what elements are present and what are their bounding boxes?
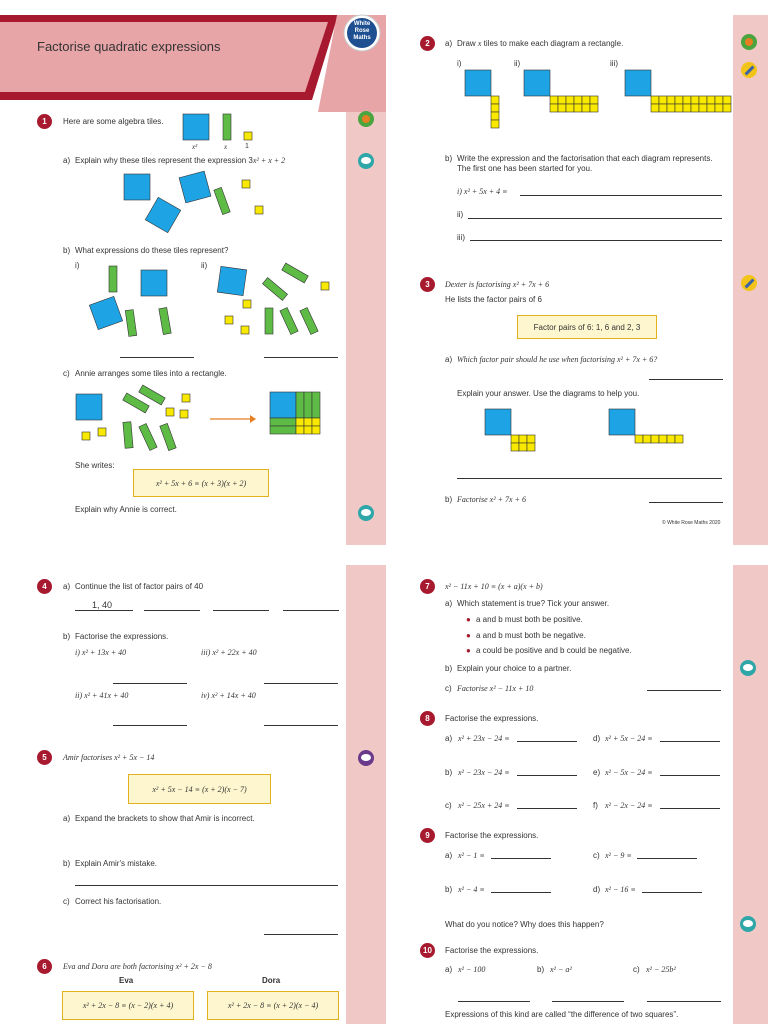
answer-line[interactable] <box>517 808 577 809</box>
answer-line[interactable] <box>517 741 577 742</box>
q9-intro: Factorise the expressions. <box>445 831 539 840</box>
part-label: e) <box>593 768 601 777</box>
q8-intro: Factorise the expressions. <box>445 714 539 723</box>
q9-expr: x² − 4 ≡ <box>458 885 485 894</box>
answer-line[interactable] <box>660 808 720 809</box>
answer-line[interactable] <box>491 892 551 893</box>
part-label: a) <box>445 355 453 364</box>
part-label: c) <box>445 684 452 693</box>
q2b-iii: iii) <box>457 233 465 242</box>
bullet-icon: ● <box>466 631 471 640</box>
answer-line[interactable] <box>660 775 720 776</box>
part-label: a) <box>445 734 453 743</box>
bug-icon <box>741 34 757 50</box>
q4a-text: Continue the list of factor pairs of 40 <box>75 582 204 591</box>
amir-statement-box: x² + 5x − 14 ≡ (x + 2)(x − 7) <box>128 774 271 804</box>
part-label: b) <box>63 859 71 868</box>
q8-expr: x² + 23x − 24 ≡ <box>458 734 510 743</box>
answer-line[interactable] <box>75 885 338 886</box>
q3-diagrams <box>480 405 730 465</box>
q4b-iii: iii) x² + 22x + 40 <box>201 648 257 657</box>
q1a-text <box>75 156 285 166</box>
eva-statement-box: x² + 2x − 8 ≡ (x − 2)(x + 4) <box>62 991 194 1020</box>
answer-line[interactable] <box>75 610 133 611</box>
q2a-text-post: tiles to make each diagram a rectangle. <box>481 39 624 48</box>
part-label: c) <box>63 897 70 906</box>
q1c-writes: She writes: <box>75 461 115 470</box>
q1c-tiles <box>70 382 330 457</box>
answer-line[interactable] <box>264 934 338 935</box>
part-label: b) <box>445 664 453 673</box>
part-label: c) <box>63 369 70 378</box>
part-label: a) <box>445 39 453 48</box>
answer-line[interactable] <box>642 892 702 893</box>
question-number: 7 <box>420 579 435 594</box>
q10-footer: Expressions of this kind are called “the difference of two squares”. <box>445 1010 679 1019</box>
question-number: 3 <box>420 277 435 292</box>
q10-intro: Factorise the expressions. <box>445 946 539 955</box>
answer-line[interactable] <box>457 478 722 479</box>
answer-line[interactable] <box>470 240 722 241</box>
q2a-var: x <box>477 39 482 48</box>
side-panel <box>733 565 768 1024</box>
q7-intro: x² − 11x + 10 ≡ (x + a)(x + b) <box>445 582 543 591</box>
question-number: 2 <box>420 36 435 51</box>
part-label: i) <box>457 59 462 68</box>
tile-label-x2: x² <box>192 143 198 151</box>
q5b-text: Explain Amir's mistake. <box>75 859 157 868</box>
q1a-expr: x² + x + 2 <box>252 156 286 165</box>
eva-label: Eva <box>119 976 134 985</box>
question-number: 8 <box>420 711 435 726</box>
q3-intro2: He lists the factor pairs of 6 <box>445 295 542 304</box>
answer-line[interactable] <box>491 858 551 859</box>
part-label: a) <box>63 156 71 165</box>
q2a-diagrams <box>460 66 768 136</box>
q1b-tiles-i <box>85 261 208 347</box>
q3a-text: Which factor pair should he use when factorising x² + 7x + 6? <box>457 355 658 364</box>
q7a-text: Which statement is true? Tick your answer. <box>457 599 610 608</box>
answer-line[interactable] <box>517 775 577 776</box>
q6-intro: Eva and Dora are both factorising x² + 2x − 8 <box>63 962 212 971</box>
q9-expr: x² − 9 ≡ <box>605 851 632 860</box>
answer-line[interactable] <box>647 690 721 691</box>
logo-line-3: Maths <box>353 35 371 41</box>
q10-expr: x² − 100 <box>458 965 486 974</box>
answer-line[interactable] <box>468 218 722 219</box>
q3b-text: Factorise x² + 7x + 6 <box>457 495 526 504</box>
answer-line[interactable] <box>283 610 339 611</box>
part-label: a) <box>445 965 453 974</box>
part-label: a) <box>445 851 453 860</box>
q5-intro: Amir factorises x² + 5x − 14 <box>63 753 155 762</box>
q9-expr: x² − 16 ≡ <box>605 885 636 894</box>
part-label: b) <box>445 885 453 894</box>
bullet-icon: ● <box>466 646 471 655</box>
part-label: b) <box>445 495 453 504</box>
answer-line[interactable] <box>647 1001 721 1002</box>
part-label: d) <box>593 885 601 894</box>
answer-line[interactable] <box>113 725 187 726</box>
answer-line[interactable] <box>264 357 338 358</box>
q5c-text: Correct his factorisation. <box>75 897 162 906</box>
part-label: c) <box>633 965 640 974</box>
answer-line[interactable] <box>520 195 722 196</box>
answer-line[interactable] <box>649 502 723 503</box>
option[interactable]: a and b must both be negative. <box>476 631 586 640</box>
answer-line[interactable] <box>264 683 338 684</box>
dora-statement-box: x² + 2x − 8 ≡ (x + 2)(x − 4) <box>207 991 339 1020</box>
answer-line[interactable] <box>144 610 200 611</box>
q9-expr: x² − 1 ≡ <box>458 851 485 860</box>
part-label: b) <box>445 768 453 777</box>
question-number: 5 <box>37 750 52 765</box>
part-label: a) <box>63 582 71 591</box>
q7b-text: Explain your choice to a partner. <box>457 664 572 673</box>
q1a-text-pre: Explain why these tiles represent the expression 3 <box>75 156 253 165</box>
answer-line[interactable] <box>113 683 187 684</box>
page-title: Factorise quadratic expressions <box>37 39 221 54</box>
speech-bubble-icon <box>358 750 374 766</box>
q4b-ii: ii) x² + 41x + 40 <box>75 691 129 700</box>
q4b-text: Factorise the expressions. <box>75 632 169 641</box>
option[interactable]: a and b must both be positive. <box>476 615 583 624</box>
part-label: c) <box>593 851 600 860</box>
answer-line[interactable] <box>458 1001 530 1002</box>
q2b-i: i) x² + 5x + 4 ≡ <box>457 187 508 196</box>
part-label: b) <box>63 246 71 255</box>
answer-line[interactable] <box>552 1001 624 1002</box>
q9-notice: What do you notice? Why does this happen? <box>445 920 604 929</box>
logo-line-2: Rose <box>354 28 370 34</box>
q10-expr: x² − 25b² <box>646 965 676 974</box>
q7c-text: Factorise x² − 11x + 10 <box>457 684 534 693</box>
q8-expr: x² − 2x − 24 ≡ <box>605 801 653 810</box>
part-label: f) <box>593 801 598 810</box>
q1c-explain: Explain why Annie is correct. <box>75 505 177 514</box>
q3-intro: Dexter is factorising x² + 7x + 6 <box>445 280 550 289</box>
q5a-text: Expand the brackets to show that Amir is incorrect. <box>75 814 255 823</box>
part-label: d) <box>593 734 601 743</box>
dora-label: Dora <box>262 976 281 985</box>
side-panel <box>346 565 386 1024</box>
q3a-explain: Explain your answer. Use the diagrams to help you. <box>457 389 640 398</box>
part-label: i) <box>75 261 80 270</box>
answer-line[interactable] <box>264 725 338 726</box>
part-label: ii) <box>201 261 208 270</box>
answer-line[interactable] <box>637 858 697 859</box>
bug-icon <box>358 111 374 127</box>
answer-line[interactable] <box>649 379 723 380</box>
part-label: b) <box>537 965 545 974</box>
q10-expr: x² − a² <box>550 965 572 974</box>
tile-label-x: x <box>224 143 228 151</box>
q8-expr: x² + 5x − 24 ≡ <box>605 734 653 743</box>
logo-line-1: White <box>353 21 371 27</box>
q4b-i: i) x² + 13x + 40 <box>75 648 127 657</box>
part-label: b) <box>445 154 453 163</box>
q4b-iv: iv) x² + 14x + 40 <box>201 691 256 700</box>
tile-label-1: 1 <box>245 143 249 150</box>
part-label: iii) <box>610 59 618 68</box>
part-label: a) <box>63 814 71 823</box>
pencil-icon <box>741 275 757 291</box>
speech-bubble-icon <box>740 916 756 932</box>
q2b-ii: ii) <box>457 210 464 219</box>
question-number: 1 <box>37 114 52 129</box>
q2b-text2: The first one has been started for you. <box>457 164 593 173</box>
q2a-text <box>457 39 623 49</box>
q1-intro: Here are some algebra tiles. <box>63 117 164 126</box>
question-number: 4 <box>37 579 52 594</box>
answer-line[interactable] <box>213 610 269 611</box>
question-number: 9 <box>420 828 435 843</box>
factor-pairs-box: Factor pairs of 6: 1, 6 and 2, 3 <box>517 315 657 339</box>
part-label: a) <box>445 599 453 608</box>
copyright: © White Rose Maths 2020 <box>662 520 721 526</box>
q1b-tiles-ii <box>215 262 335 347</box>
bullet-icon: ● <box>466 615 471 624</box>
question-number: 6 <box>37 959 52 974</box>
q1c-text: Annie arranges some tiles into a rectangle. <box>75 369 227 378</box>
answer-line[interactable] <box>120 357 194 358</box>
speech-bubble-icon <box>358 505 374 521</box>
q8-expr: x² − 25x + 24 ≡ <box>458 801 510 810</box>
part-label: c) <box>445 801 452 810</box>
logo <box>349 21 375 42</box>
annie-statement-box: x² + 5x + 6 ≡ (x + 3)(x + 2) <box>133 469 269 497</box>
speech-bubble-icon <box>740 660 756 676</box>
question-number: 10 <box>420 943 435 958</box>
q2a-text-pre: Draw <box>457 39 478 48</box>
q1b-text: What expressions do these tiles represent? <box>75 246 229 255</box>
answer-line[interactable] <box>660 741 720 742</box>
part-label: ii) <box>514 59 521 68</box>
part-label: b) <box>63 632 71 641</box>
q1a-tiles <box>110 168 290 238</box>
option[interactable]: a could be positive and b could be negative. <box>476 646 632 655</box>
speech-bubble-icon <box>358 153 374 169</box>
q2b-text: Write the expression and the factorisation that each diagram represents. <box>457 154 713 163</box>
q8-expr: x² − 23x − 24 ≡ <box>458 768 510 777</box>
q8-expr: x² − 5x − 24 ≡ <box>605 768 653 777</box>
factor-pair-first: 1, 40 <box>92 600 113 610</box>
